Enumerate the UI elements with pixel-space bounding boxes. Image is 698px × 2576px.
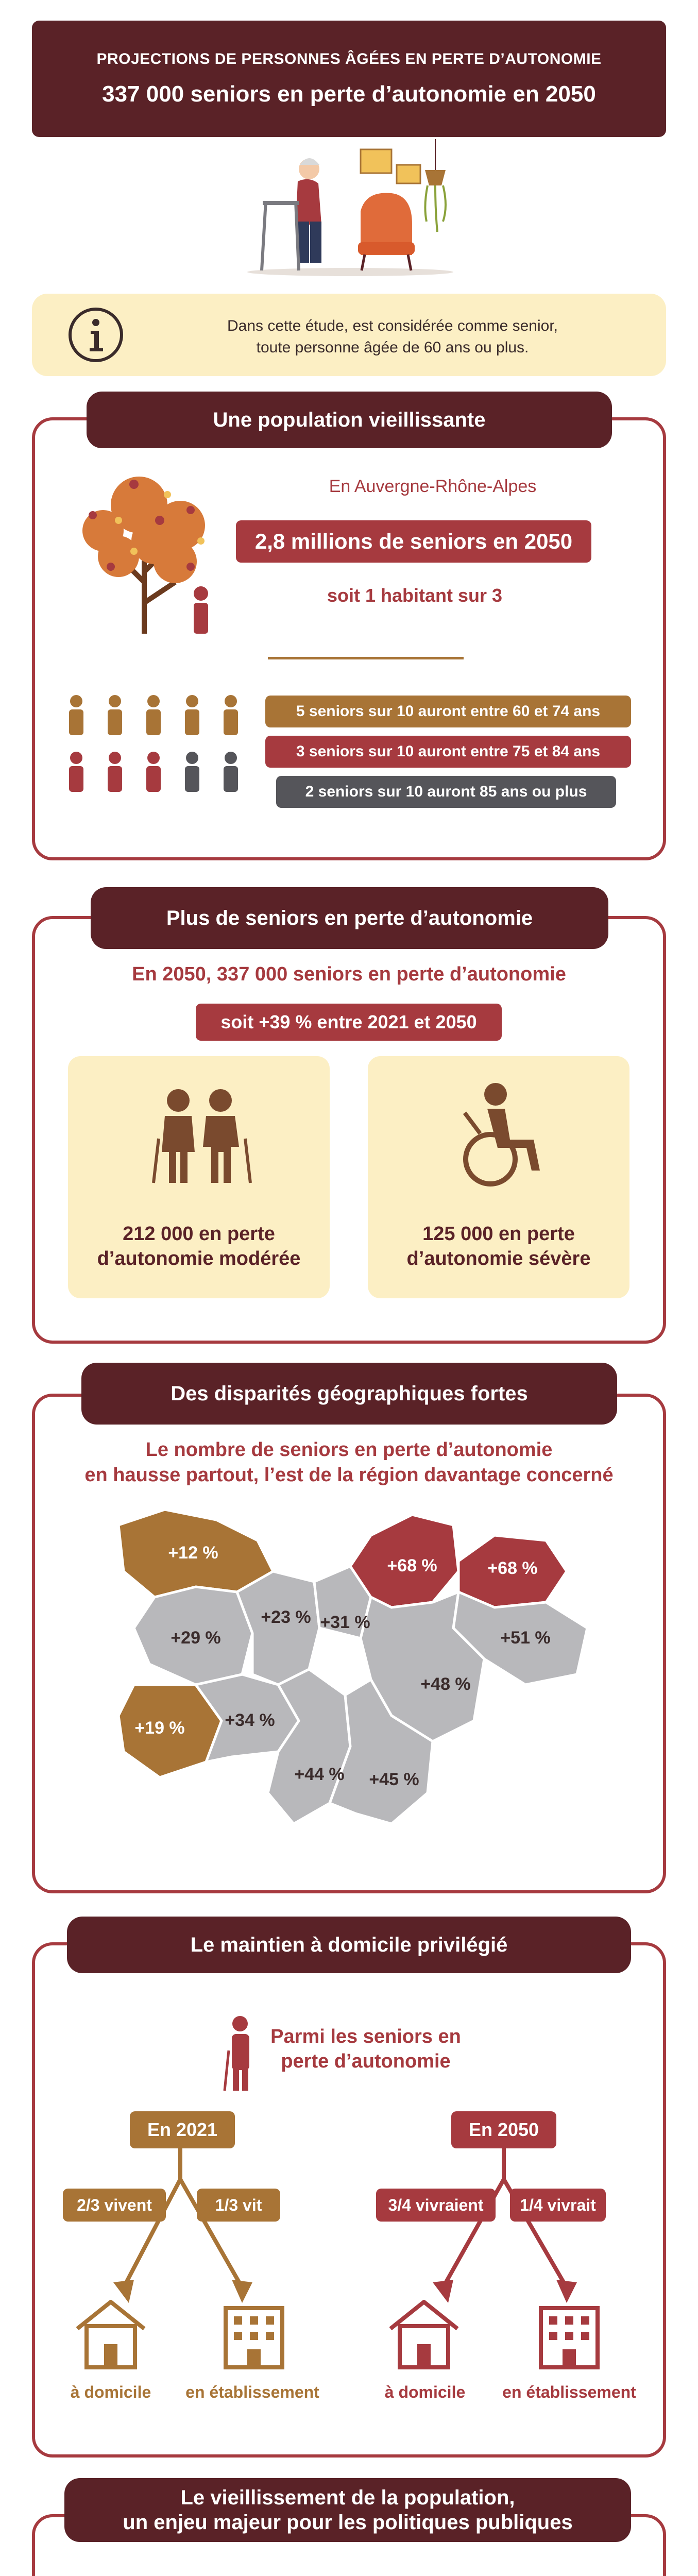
card-severe [368, 1056, 629, 1298]
arrows-2021 [77, 2148, 294, 2308]
card-moderate-line1: 212 000 en perte [123, 1223, 275, 1245]
section5-title-line1: Le vieillissement de la population, [180, 2486, 515, 2509]
section1-title: Une population vieillissante [87, 392, 612, 448]
map-label-cantal: +19 % [134, 1718, 185, 1738]
region-map [103, 1504, 608, 1875]
arrows-2050 [397, 2148, 613, 2308]
header-title: 337 000 seniors en perte d’autonomie en 2050 [102, 81, 596, 107]
section4-title: Le maintien à domicile privilégié [67, 1917, 631, 1973]
definition-box [32, 294, 666, 376]
card-moderate-line2: d’autonomie modérée [97, 1247, 301, 1269]
elderly-person-illustration [232, 139, 469, 278]
card-moderate [68, 1056, 330, 1298]
divider-line [268, 657, 464, 659]
elderly-couple-icon [138, 1087, 260, 1185]
definition-line2: toute personne âgée de 60 ans ou plus. [256, 339, 529, 356]
section5-title-line2: un enjeu majeur pour les politiques publiques [123, 2511, 573, 2534]
card-severe-line2: d’autonomie sévère [406, 1247, 591, 1269]
section3-title: Des disparités géographiques fortes [81, 1363, 617, 1425]
map-dept-loire [237, 1571, 319, 1685]
section4-intro-line2: perte d’autonomie [281, 2050, 451, 2072]
split-2021-institution: 1/3 vit [197, 2189, 280, 2222]
map-label-puy-de-dome: +29 % [171, 1628, 221, 1648]
split-2021-home: 2/3 vivent [63, 2189, 166, 2222]
year-2021-badge: En 2021 [130, 2111, 235, 2148]
section4-intro-line1: Parmi les seniors en [270, 2026, 461, 2047]
tree-illustration [62, 459, 237, 639]
map-label-isere: +48 % [420, 1674, 471, 1694]
place-institution-2050: en établissement [502, 2383, 636, 2401]
map-label-rhone: +31 % [320, 1613, 370, 1632]
building-icon [531, 2298, 608, 2370]
split-2050-home: 3/4 vivraient [376, 2189, 496, 2222]
breakdown-75-84: 3 seniors sur 10 auront entre 75 et 84 ans [265, 736, 631, 768]
map-label-drome: +45 % [369, 1770, 419, 1789]
section2-growth: soit +39 % entre 2021 et 2050 [196, 1004, 502, 1041]
section5-title [64, 2478, 631, 2542]
gears-illustration [46, 2550, 654, 2576]
card-severe-line1: 125 000 en perte [422, 1223, 575, 1245]
breakdown-60-74: 5 seniors sur 10 auront entre 60 et 74 ans [265, 696, 631, 727]
header-kicker: PROJECTIONS DE PERSONNES ÂGÉES EN PERTE D’AUTONOMIE [96, 50, 602, 67]
section2-headline: En 2050, 337 000 seniors en perte d’autonomie [132, 963, 566, 985]
map-label-haute-loire: +34 % [225, 1710, 275, 1730]
building-icon [215, 2298, 293, 2370]
year-2050-badge: En 2050 [451, 2111, 556, 2148]
section1-ratio: soit 1 habitant sur 3 [327, 585, 503, 606]
map-label-loire: +23 % [261, 1607, 311, 1627]
house-icon [385, 2298, 463, 2370]
map-label-ardeche: +44 % [294, 1765, 345, 1784]
split-2050-institution: 1/4 vivrait [510, 2189, 606, 2222]
section3-subtitle-line1: Le nombre de seniors en perte d’autonomie [145, 1439, 553, 1461]
place-institution-2021: en établissement [185, 2383, 319, 2401]
header-banner [32, 21, 666, 137]
senior-person-icon [222, 2014, 258, 2092]
section1-region: En Auvergne-Rhône-Alpes [329, 477, 537, 496]
section3-subtitle-line2: en hausse partout, l’est de la région davantage concerné [84, 1464, 614, 1486]
breakdown-85-plus: 2 seniors sur 10 auront 85 ans ou plus [276, 776, 616, 808]
map-label-allier: +12 % [168, 1543, 218, 1563]
people-grid-icon [61, 693, 267, 801]
map-label-savoie: +51 % [500, 1628, 551, 1648]
info-icon [67, 306, 125, 364]
definition-line1: Dans cette étude, est considérée comme senior, [227, 317, 558, 334]
section1-headline: 2,8 millions de seniors en 2050 [236, 520, 591, 563]
section2-title: Plus de seniors en perte d’autonomie [91, 887, 608, 949]
place-home-2021: à domicile [70, 2383, 151, 2401]
place-home-2050: à domicile [384, 2383, 466, 2401]
house-icon [72, 2298, 149, 2370]
map-label-ain: +68 % [387, 1556, 437, 1575]
map-label-haute-savoie: +68 % [487, 1558, 538, 1578]
wheelchair-icon [444, 1082, 552, 1190]
